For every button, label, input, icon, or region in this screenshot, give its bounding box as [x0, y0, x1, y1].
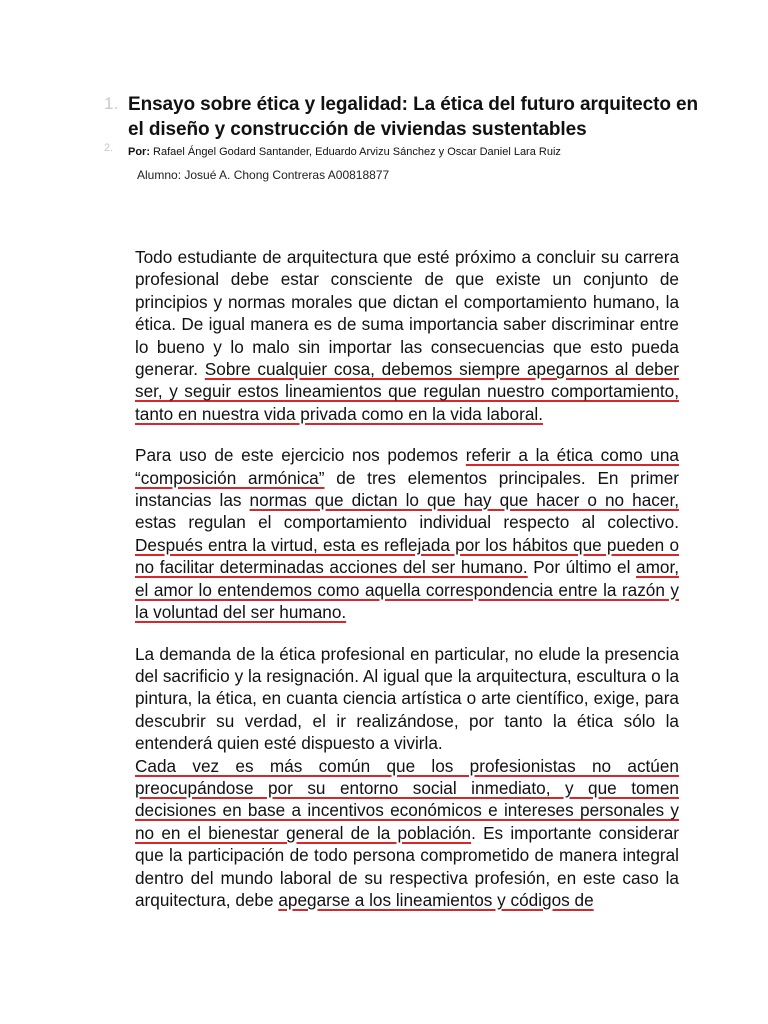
authors-row	[100, 142, 700, 160]
paragraph-2	[135, 444, 679, 623]
p4-text: . Es importante considerar que la participación de todo persona comprometido de manera integral dentro del mundo laboral de su respectiva profesión, en este caso la arquitectura, debe	[135, 822, 679, 910]
authors-line	[128, 146, 561, 158]
p4-highlight-2: apegarse a los lineamientos y códigos de	[278, 889, 594, 910]
p3-text: La demanda de la ética profesional en particular, no elude la presencia del sacrificio y la resignación. Al igual que la arquitectura, escultura o la pintura, la ética, en cuanta ciencia artística o arte científico, exige, para descubrir su verdad, el ir realizándose, por tanto la ética sólo la entenderá quien esté dispuesto a vivirla.	[135, 643, 679, 754]
paragraph-3	[135, 643, 679, 755]
paragraph-1	[135, 246, 679, 425]
p2-highlight-1: referir a la ética como una “composición armónica”	[135, 445, 679, 488]
list-number-2: 2.	[104, 142, 114, 154]
p2-highlight-2: normas que dictan lo que hay que hacer o no hacer,	[249, 490, 680, 511]
paragraph-4	[135, 755, 679, 912]
essay-title: Ensayo sobre ética y legalidad: La ética del futuro arquitecto en el diseño y construcción de viviendas sustentables	[128, 94, 698, 140]
student-line: Alumno: Josué A. Chong Contreras A00818877	[137, 168, 390, 182]
title-row	[100, 92, 700, 142]
list-number-1: 1.	[104, 94, 119, 113]
p2-highlight-3: Después entra la virtud, esta es reflejada por los hábitos que pueden o no facilitar determinadas acciones del ser humano.	[135, 534, 679, 578]
p4-highlight-1: Cada vez es más común que los profesionistas no actúen preocupándose por su entorno social inmediato, y que tomen decisiones en base a incentivos económicos e intereses personales y no en el bienestar general de la población	[135, 755, 679, 843]
authors-names: Rafael Ángel Godard Santander, Eduardo Arvizu Sánchez y Oscar Daniel Lara Ruiz	[150, 146, 561, 158]
authors-label: Por:	[128, 146, 150, 158]
p2-text-3: estas regulan el comportamiento individual respecto al colectivo.	[135, 512, 679, 533]
p1-text: Todo estudiante de arquitectura que esté próximo a concluir su carrera profesional debe estar consciente de que existe un conjunto de principios y normas morales que dictan el comportamiento humano, la ética. De igual manera es de suma importancia saber discriminar entre lo bueno y lo malo sin importar las consecuencias que esto pueda generar.	[135, 247, 679, 380]
p2-text-4: Por último el	[527, 557, 637, 578]
p2-highlight-4: amor, el amor lo entendemos como aquella correspondencia entre la razón y la voluntad del ser humano.	[135, 557, 680, 623]
essay-body	[135, 246, 679, 930]
title-block	[100, 92, 700, 160]
p2-text-2: de tres elementos principales. En primer instancias las	[135, 467, 679, 511]
p2-text-1: Para uso de este ejercicio nos podemos	[135, 445, 466, 466]
p1-highlight: Sobre cualquier cosa, debemos siempre apegarnos al deber ser, y seguir estos lineamientos que regulan nuestro comportamiento, tanto en nuestra vida privada como en la vida laboral.	[135, 359, 679, 424]
